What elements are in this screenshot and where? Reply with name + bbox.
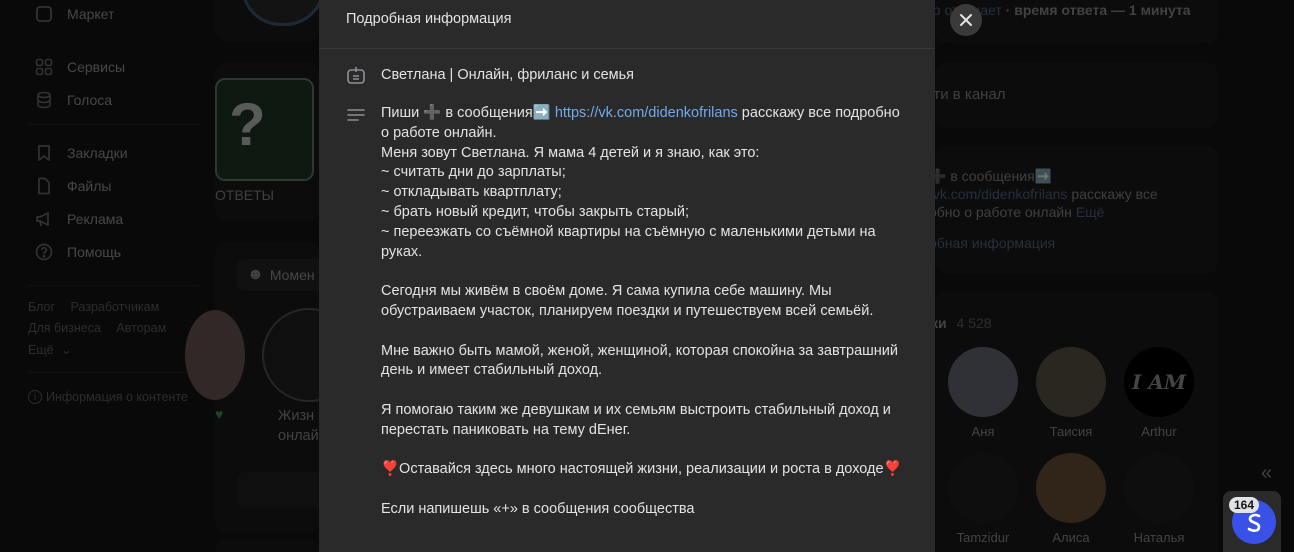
- community-description: [381, 104, 911, 520]
- close-icon: [959, 13, 973, 27]
- description-text: расскажу все подробно о работе онлайн. Меня зовут Светлана. Я мама 4 детей и я знаю, как это: ~ считать дни до зарплаты; ~ откладывать квартплату; ~ брать новый кредит, чтобы закрыть старый; ~ переезжать со съёмной квартиры на съёмную с маленькими детьми на руках. Сегодня мы живём в своём доме. Я сама купила себе машину. Мы обустраиваем участок, планируем поездки и путешествуем всей семьёй. Мне важно быть мамой, женой, женщиной, которая спокойна за завтрашний день и имеет стабильный доход. Я помогаю таким же девушкам и их семьям выстроить стабильный доход и перестать паниковать на тему dЕнег. ❣️Оставайся здесь много настоящей жизни, реализации и роста в доходе❣️ Если напишешь «+» в сообщения сообщества: [381, 105, 902, 517]
- modal-title: Подробная информация: [346, 11, 512, 27]
- messenger-button[interactable]: [1223, 491, 1281, 552]
- description-text: Пиши ➕ в сообщения➡️: [381, 105, 555, 121]
- close-button[interactable]: [950, 4, 982, 36]
- description-link[interactable]: https://vk.com/didenkofrilans: [554, 105, 738, 121]
- unread-count-badge: 164: [1229, 497, 1259, 513]
- details-modal: [319, 0, 935, 552]
- status-icon: [346, 66, 366, 86]
- modal-header: [319, 0, 935, 49]
- community-status: Светлана | Онлайн, фриланс и семья: [381, 67, 635, 83]
- description-icon: [346, 106, 366, 126]
